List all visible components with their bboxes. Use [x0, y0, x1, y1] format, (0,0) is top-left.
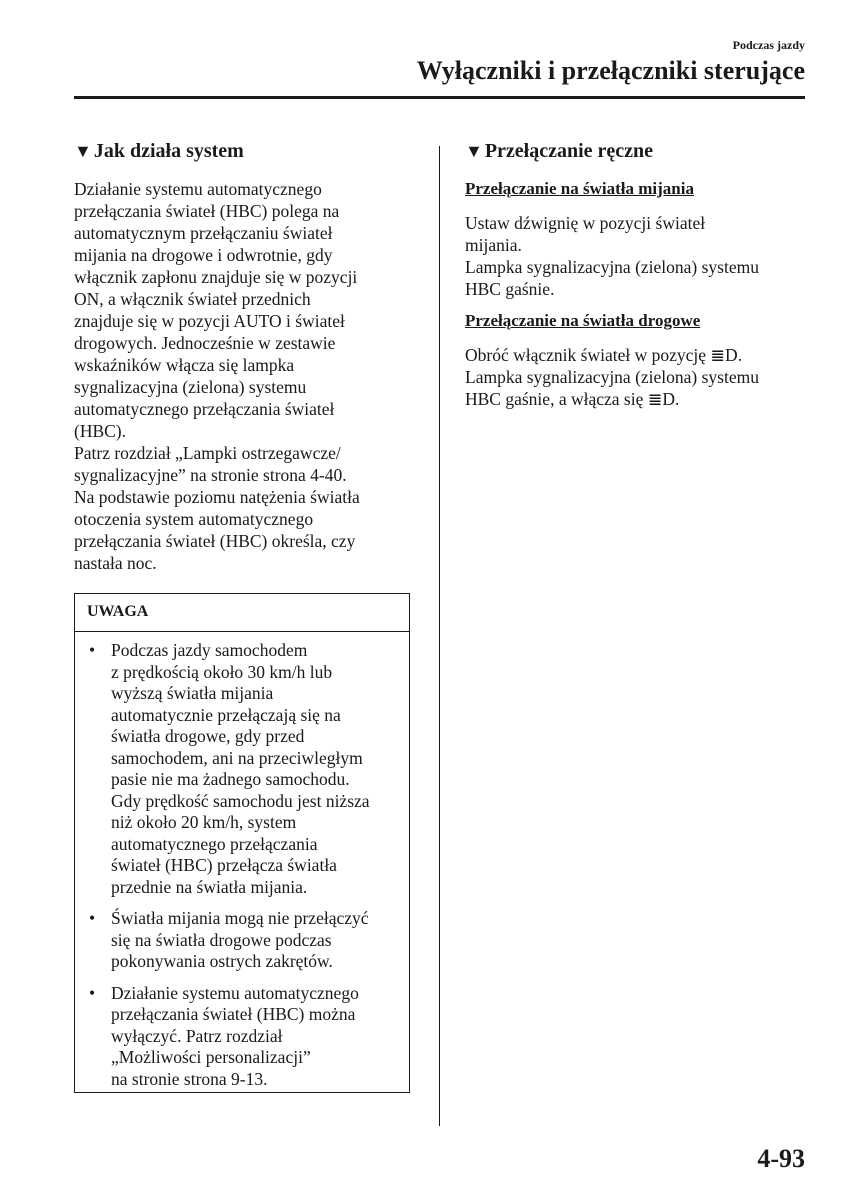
text-line: automatycznego przełączania — [111, 833, 318, 854]
text-line: mijania na drogowe i odwrotnie, gdy — [74, 245, 333, 265]
text-line: sygnalizacyjne” na stronie strona 4-40. — [74, 465, 347, 485]
note-item — [87, 640, 399, 898]
text-line: automatycznego przełączania świateł — [74, 399, 335, 419]
text-line: przełączania świateł (HBC) można — [111, 1004, 356, 1024]
text-line: ON, a włącznik świateł przednich — [74, 289, 311, 309]
high-beam-paragraph — [465, 344, 805, 410]
page-number: 4-93 — [757, 1144, 805, 1173]
text-line: Podczas jazdy samochodem — [111, 640, 308, 660]
note-item — [87, 908, 399, 973]
page-title: Wyłączniki i przełączniki sterujące — [416, 56, 805, 85]
text-line: otoczenia system automatycznego — [74, 509, 314, 529]
text-line: światła drogowe, gdy przed — [111, 726, 305, 746]
bullet-icon: • — [89, 640, 96, 660]
section-heading-manual-switching — [465, 138, 805, 164]
text-line: Ustaw dźwignię w pozycji świateł — [465, 213, 706, 233]
text-line: wskaźników włącza się lampka — [74, 355, 295, 375]
text-line: się na światła drogowe podczas — [111, 929, 332, 950]
text-line: nastała noc. — [74, 553, 157, 573]
header-rule — [74, 96, 805, 99]
text-line: automatycznym przełączaniu świateł — [74, 223, 333, 243]
left-column — [74, 138, 414, 574]
text-line: drogowych. Jednocześnie w zestawie — [74, 333, 336, 353]
triangle-marker-icon: ▼ — [74, 141, 92, 161]
text-line: znajduje się w pozycji AUTO i świateł — [74, 311, 345, 331]
note-title: UWAGA — [75, 594, 409, 632]
running-header-section: Podczas jazdy — [732, 38, 805, 52]
text-line: mijania. — [465, 235, 522, 255]
text-line: niż około 20 km/h, system — [111, 812, 297, 832]
text-line: wyłączyć. Patrz rozdział — [111, 1025, 283, 1046]
text-line: HBC gaśnie, a włącza się ≣D. — [465, 389, 680, 409]
text-line: przełączania świateł (HBC) określa, czy — [74, 531, 356, 551]
subheading-low-beam: Przełączanie na światła mijania — [465, 179, 694, 198]
text-line: (HBC). — [74, 421, 127, 441]
text-line: na stronie strona 9-13. — [111, 1068, 268, 1089]
text-line: Na podstawie poziomu natężenia światła — [74, 487, 360, 507]
text-line: automatycznie przełączają się na — [111, 704, 341, 725]
text-line: Gdy prędkość samochodu jest niższa — [111, 790, 370, 811]
text-line: „Możliwości personalizacji” — [111, 1047, 311, 1067]
text-line: Patrz rozdział „Lampki ostrzegawcze/ — [74, 443, 341, 463]
low-beam-paragraph — [465, 212, 805, 300]
text-line: pasie nie ma żadnego samochodu. — [111, 769, 350, 789]
bullet-icon: • — [89, 982, 96, 1003]
section-heading-text: Przełączanie ręczne — [484, 140, 654, 162]
intro-paragraph — [74, 178, 414, 574]
triangle-marker-icon: ▼ — [465, 141, 483, 161]
bullet-icon: • — [89, 908, 96, 928]
right-column — [465, 138, 805, 410]
text-line: Działanie systemu automatycznego — [74, 179, 322, 199]
text-line: Lampka sygnalizacyjna (zielona) systemu — [465, 257, 759, 277]
section-heading-how-it-works — [74, 138, 414, 164]
text-line: Lampka sygnalizacyjna (zielona) systemu — [465, 367, 759, 387]
note-box — [74, 593, 410, 1093]
text-line: HBC gaśnie. — [465, 279, 555, 299]
note-item — [87, 983, 399, 1091]
column-divider — [439, 146, 440, 1126]
text-line: pokonywania ostrych zakrętów. — [111, 951, 333, 971]
text-line: Działanie systemu automatycznego — [111, 982, 359, 1003]
subheading-high-beam: Przełączanie na światła drogowe — [465, 311, 701, 330]
text-line: z prędkością około 30 km/h lub — [111, 661, 333, 682]
text-line: wyższą światła mijania — [111, 683, 274, 703]
text-line: sygnalizacyjna (zielona) systemu — [74, 377, 307, 397]
section-heading-text: Jak działa system — [93, 140, 244, 162]
text-line: przednie na światła mijania. — [111, 876, 308, 897]
text-line: przełączania świateł (HBC) polega na — [74, 201, 340, 221]
text-line: Obróć włącznik świateł w pozycję ≣D. — [465, 345, 743, 365]
text-line: Światła mijania mogą nie przełączyć — [111, 908, 369, 928]
text-line: włącznik zapłonu znajduje się w pozycji — [74, 267, 358, 287]
note-list — [75, 632, 409, 1090]
text-line: świateł (HBC) przełącza światła — [111, 855, 337, 875]
text-line: samochodem, ani na przeciwległym — [111, 747, 363, 768]
